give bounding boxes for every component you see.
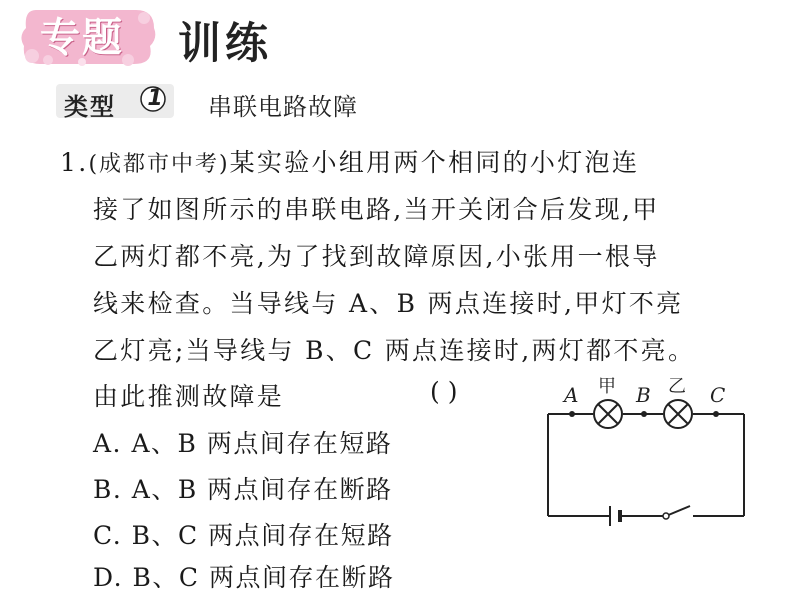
label-a: A	[564, 383, 579, 407]
point-a-dot	[569, 411, 575, 417]
question-line-5: 由此推测故障是	[93, 382, 285, 411]
type-label: 类型	[64, 93, 116, 121]
question-line-0: 某实验小组用两个相同的小灯泡连	[229, 148, 640, 177]
label-b: B	[636, 383, 651, 407]
point-b-dot	[641, 411, 647, 417]
label-c: C	[710, 383, 726, 407]
answer-blank: ( )	[430, 377, 458, 406]
lamp-jia	[594, 400, 622, 428]
option-c: C. B、C 两点间存在短路	[93, 521, 394, 550]
question-line-3: 线来检查。当导线与 A、B 两点连接时,甲灯不亮	[93, 289, 684, 318]
label-yi: 乙	[668, 376, 686, 397]
question-source: (成都市中考)	[88, 152, 230, 177]
question-line-4: 乙灯亮;当导线与 B、C 两点连接时,两灯都不亮。	[93, 336, 696, 365]
page-title: 训练	[178, 19, 272, 69]
option-b: B. A、B 两点间存在断路	[93, 475, 393, 504]
option-a: A. A、B 两点间存在短路	[93, 429, 393, 458]
question-first-line	[60, 143, 639, 179]
lamp-yi	[664, 400, 692, 428]
type-number: 1	[147, 86, 163, 111]
label-jia: 甲	[598, 376, 616, 397]
option-d: D. B、C 两点间存在断路	[93, 563, 395, 592]
question-line-2: 乙两灯都不亮,为了找到故障原因,小张用一根导	[93, 242, 660, 271]
question-line-1: 接了如图所示的串联电路,当开关闭合后发现,甲	[93, 195, 660, 224]
type-title: 串联电路故障	[208, 93, 358, 121]
circuit-diagram	[538, 370, 758, 530]
point-c-dot	[713, 411, 719, 417]
badge-text: 专题	[40, 15, 124, 61]
question-number: 1.	[60, 148, 89, 177]
